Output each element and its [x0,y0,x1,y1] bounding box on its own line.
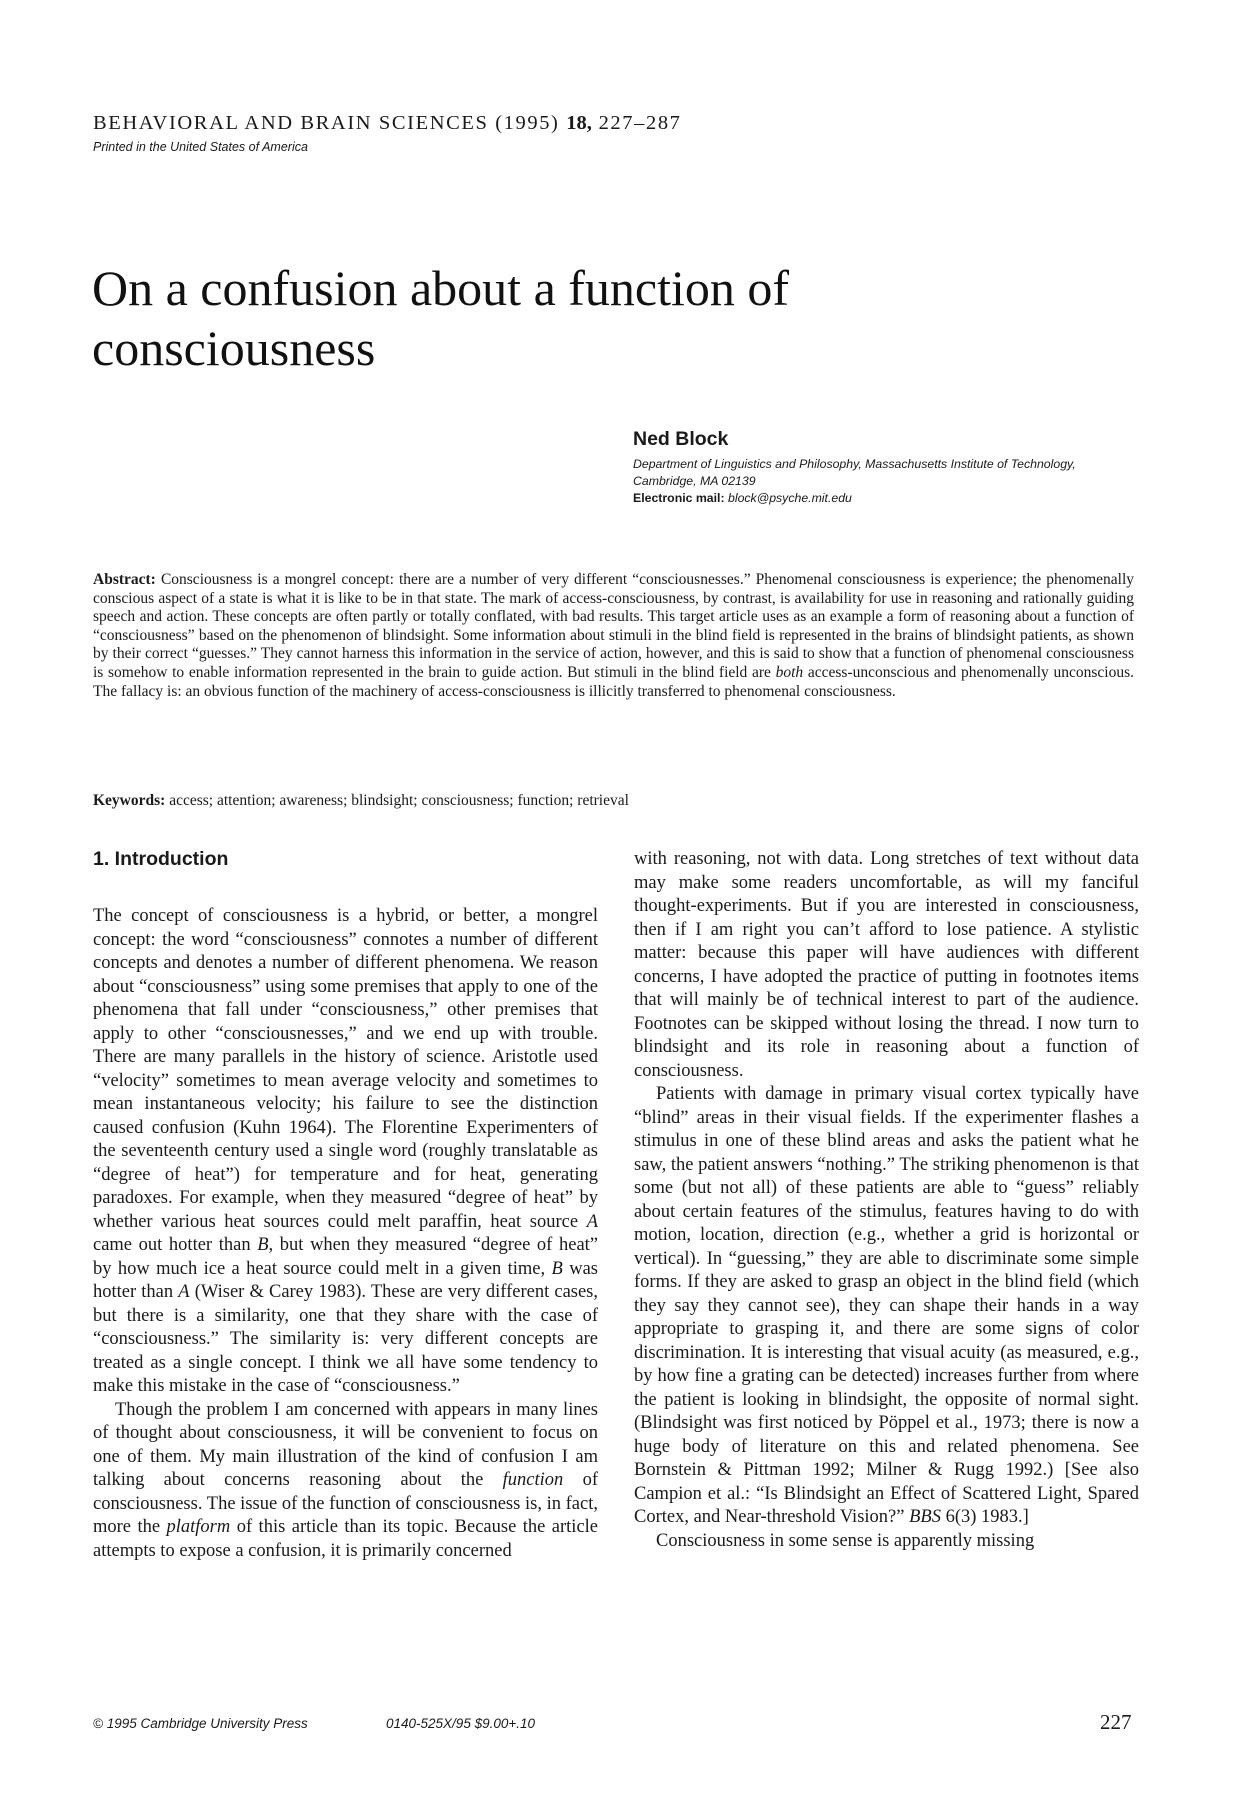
email-label: Electronic mail: [633,491,725,505]
section-heading: 1. Introduction [93,848,229,870]
abstract-label: Abstract: [93,571,156,588]
abstract [93,571,1134,701]
keywords [93,792,629,810]
paragraph: The concept of consciousness is a hybrid, or better, a mongrel concept: the word “consciousness” connotes a number of different concepts and denotes a number of different phenomena. We reason about “consciousness” using some premises that apply to one of the phenomena that fall under “consciousness,” other premises that apply to other “consciousnesses,” and we end up with trouble. There are many parallels in the history of science. Aristotle used “velocity” sometimes to mean average velocity and sometimes to mean instantaneous velocity; his failure to see the distinction caused confusion (Kuhn 1964). The Florentine Experimenters of the seventeenth century used a single word (roughly translatable as “degree of heat”) for temperature and for heat, generating paradoxes. For example, when they measured “degree of heat” by whether various heat sources could melt paraffin, heat source A came out hotter than B, but when they measured “degree of heat” by how much ice a heat source could melt in a given time, B was hotter than A (Wiser & Carey 1983). These are very different cases, but there is a similarity, one that they share with the case of “consciousness.” The similarity is: very different concepts are treated as a single concept. I think we all have some tendency to make this mistake in the case of “consciousness.” [93,906,599,1396]
paragraph: Though the problem I am concerned with appears in many lines of thought about consciousness, it will be convenient to focus on one of them. My main illustration of the kind of confusion I am talking about concerns reasoning about the function of consciousness. The issue of the function of consciousness is, in fact, more the platform of this article than its topic. Because the article attempts to expose a confusion, it is primarily concerned [93,1399,599,1561]
abstract-text-end: access-unconscious and phenomenally unconscious. The fallacy is: an obvious function of the machinery of access-consciousness is illicitly transferred to phenomenal consciousness. [93,663,1134,700]
paragraph: with reasoning, not with data. Long stretches of text without data may make some readers uncomfortable, as will my fanciful thought-experiments. But if you are interested in consciousness, then if I am right you can’t afford to lose patience. A stylistic matter: because this paper will have audiences with different concerns, I have adopted the practice of putting in footnotes items that will mainly be of technical interest to part of the audience. Footnotes can be skipped without losing the thread. I now turn to blindsight and its role in reasoning about a function of consciousness. [634,849,1139,1081]
article-title: On a confusion about a function of consciousness [92,260,790,376]
right-column [634,848,1139,1553]
keywords-list: access; attention; awareness; blindsight; consciousness; function; retrieval [169,792,629,809]
page-number: 227 [1100,1710,1132,1734]
journal-pages: 227–287 [598,112,682,134]
printed-note: Printed in the United States of America [93,140,308,154]
author-email [633,491,852,505]
left-column [93,905,598,1563]
abstract-emphasis: both [775,663,804,681]
abstract-text: Consciousness is a mongrel concept: there are a number of very different “consciousnesses.” Phenomenal consciousness is experience; the phenomenally conscious aspect of a state is what it is like to be in that state. The mark of access-consciousness, by contrast, is availability for use in reasoning and rationally guiding speech and action. These concepts are often partly or totally conflated, with bad results. This target article uses as an example a form of reasoning about a function of “consciousness” based on the phenomenon of blindsight. Some information about stimuli in the blind field is represented in the brains of blindsight patients, as shown by their correct “guesses.” They cannot harness this information in the service of action, however, and this is said to show that a function of phenomenal consciousness is somehow to enable information represented in the brain to guide action. But stimuli in the blind field are [93,571,1135,681]
keywords-label: Keywords: [93,792,166,809]
copyright-notice: © 1995 Cambridge University Press [93,1716,308,1731]
journal-header [93,112,682,135]
paragraph: Patients with damage in primary visual cortex typically have “blind” areas in their visual fields. If the experimenter flashes a stimulus in one of these blind areas and asks the patient what he saw, the patient answers “nothing.” The striking phenomenon is that some (but not all) of these patients are able to “guess” reliably about certain features of the stimulus, features having to do with motion, location, direction (e.g., whether a grid is horizontal or vertical). In “guessing,” they are able to discriminate some simple forms. If they are asked to grasp an object in the blind field (which they say they cannot see), they can shape their hands in a way appropriate to grasping it, and there are some signs of color discrimination. It is interesting that visual acuity (as measured, e.g., by how fine a grating can be detected) increases further from where the patient is looking in blindsight, the opposite of normal sight. (Blindsight was first noticed by Pöppel et al., 1973; there is now a huge body of literature on this and related phenomena. See Bornstein & Pittman 1992; Milner & Rugg 1992.) [See also Campion et al.: “Is Blindsight an Effect of Scattered Light, Spared Cortex, and Near-threshold Vision?” BBS 6(3) 1983.] [634,1084,1139,1527]
paragraph: Consciousness in some sense is apparently missing [656,1530,1035,1551]
journal-name: BEHAVIORAL AND BRAIN SCIENCES (1995) [93,112,560,134]
author-name: Ned Block [633,428,729,450]
author-affiliation: Department of Linguistics and Philosophy, Massachusetts Institute of Technology, Cambridge, MA 02139 [633,457,1076,488]
journal-volume: 18, [566,112,592,134]
price-code: 0140-525X/95 $9.00+.10 [386,1716,536,1731]
email-address[interactable]: block@psyche.mit.edu [728,491,852,505]
